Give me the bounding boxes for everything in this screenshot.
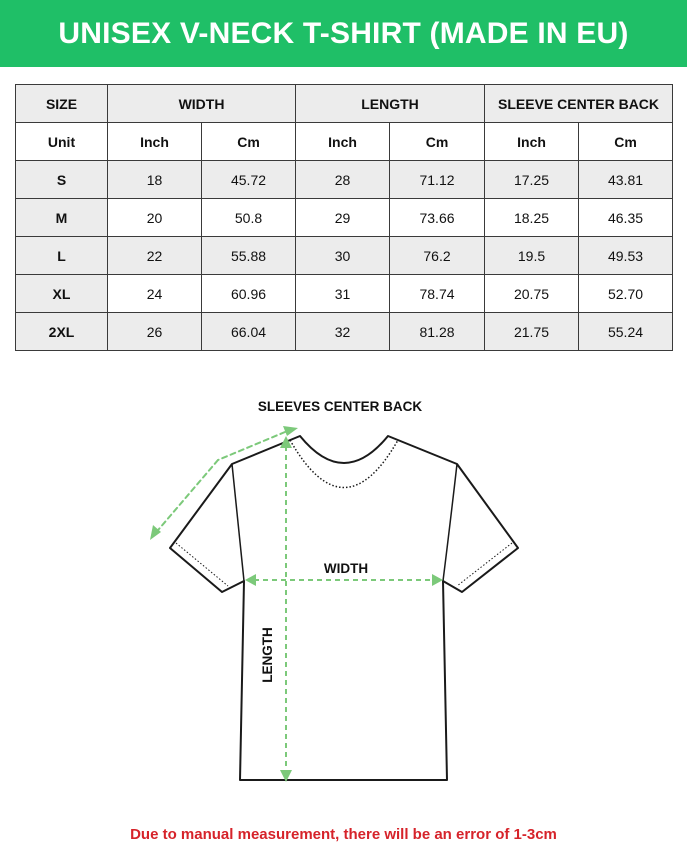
- unit-sleeve-inch: Inch: [485, 123, 579, 161]
- table-row: [16, 161, 673, 199]
- table-cell: 71.12: [390, 161, 485, 199]
- table-header-row: [16, 85, 673, 123]
- tshirt-diagram: [0, 380, 687, 810]
- size-cell: M: [16, 199, 108, 237]
- table-cell: 49.53: [579, 237, 673, 275]
- unit-label: Unit: [16, 123, 108, 161]
- size-cell: L: [16, 237, 108, 275]
- unit-width-cm: Cm: [202, 123, 296, 161]
- table-row: [16, 275, 673, 313]
- size-cell: S: [16, 161, 108, 199]
- table-cell: 32: [296, 313, 390, 351]
- table-cell: 30: [296, 237, 390, 275]
- table-cell: 60.96: [202, 275, 296, 313]
- size-chart-table: [15, 84, 673, 351]
- table-cell: 18.25: [485, 199, 579, 237]
- table-cell: 78.74: [390, 275, 485, 313]
- length-label: LENGTH: [260, 627, 275, 683]
- table-cell: 18: [108, 161, 202, 199]
- table-cell: 52.70: [579, 275, 673, 313]
- table-cell: 45.72: [202, 161, 296, 199]
- table-cell: 21.75: [485, 313, 579, 351]
- table-unit-row: [16, 123, 673, 161]
- table-cell: 29: [296, 199, 390, 237]
- table-row: [16, 313, 673, 351]
- table-cell: 31: [296, 275, 390, 313]
- table-cell: 24: [108, 275, 202, 313]
- table-cell: 55.88: [202, 237, 296, 275]
- table-cell: 22: [108, 237, 202, 275]
- unit-length-inch: Inch: [296, 123, 390, 161]
- header-size: SIZE: [16, 85, 108, 123]
- table-cell: 20.75: [485, 275, 579, 313]
- title-banner: [0, 0, 687, 67]
- sleeve-arrow-head-bottom-icon: [150, 525, 161, 540]
- table-cell: 46.35: [579, 199, 673, 237]
- header-width: WIDTH: [108, 85, 296, 123]
- table-cell: 81.28: [390, 313, 485, 351]
- unit-length-cm: Cm: [390, 123, 485, 161]
- width-label: WIDTH: [323, 561, 369, 576]
- table-cell: 76.2: [390, 237, 485, 275]
- measurement-note: Due to manual measurement, there will be an error of 1-3cm: [130, 826, 557, 843]
- table-cell: 20: [108, 199, 202, 237]
- table-row: [16, 199, 673, 237]
- header-length: LENGTH: [296, 85, 485, 123]
- table-cell: 55.24: [579, 313, 673, 351]
- size-cell: 2XL: [16, 313, 108, 351]
- page-title: UNISEX V-NECK T-SHIRT (MADE IN EU): [58, 16, 629, 50]
- tshirt-outline-icon: [170, 436, 518, 780]
- table-cell: 28: [296, 161, 390, 199]
- header-sleeve-center-back: SLEEVE CENTER BACK: [485, 85, 673, 123]
- table-cell: 50.8: [202, 199, 296, 237]
- sleeve-label: SLEEVES CENTER BACK: [257, 399, 423, 414]
- unit-sleeve-cm: Cm: [579, 123, 673, 161]
- unit-width-inch: Inch: [108, 123, 202, 161]
- table-cell: 17.25: [485, 161, 579, 199]
- table-cell: 19.5: [485, 237, 579, 275]
- table-cell: 66.04: [202, 313, 296, 351]
- size-cell: XL: [16, 275, 108, 313]
- table-cell: 26: [108, 313, 202, 351]
- table-cell: 43.81: [579, 161, 673, 199]
- table-cell: 73.66: [390, 199, 485, 237]
- sleeve-arrow-head-top-icon: [283, 426, 298, 436]
- table-row: [16, 237, 673, 275]
